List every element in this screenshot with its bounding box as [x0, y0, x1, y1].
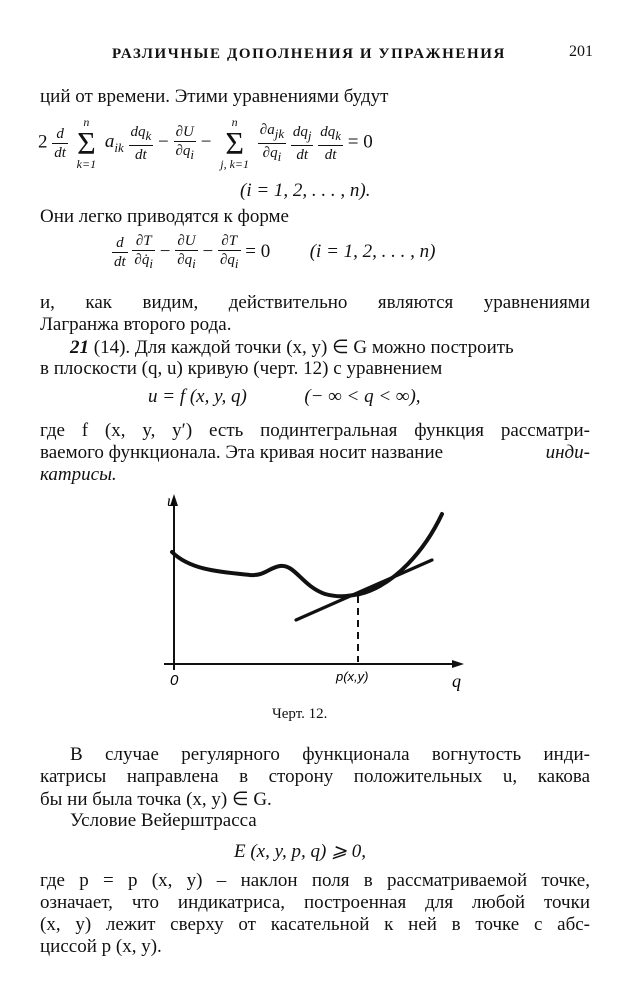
eq-rhs: = 0: [245, 240, 271, 262]
eq-num: ∂U: [174, 123, 197, 142]
eq-coef: 2: [38, 131, 48, 153]
eq-num: d: [112, 234, 128, 253]
text-line: [40, 442, 590, 464]
equation-condition: (− ∞ < q < ∞),: [304, 386, 421, 407]
eq-fraction: [132, 232, 155, 273]
eq-sub: k: [145, 127, 152, 143]
eq-den: dt: [54, 144, 66, 161]
text-line: (x, y) лежит сверху от касательной к ней в точке с абс-: [40, 914, 590, 935]
eq-den-text: ∂q: [262, 144, 278, 161]
text-line: бы ни была точка (x, y) ∈ G.: [40, 789, 272, 810]
eq-num: [291, 123, 314, 146]
eq-num: ∂U: [175, 232, 198, 251]
exercise-number: 21: [70, 337, 89, 358]
eq-den-text: ∂q: [175, 142, 191, 159]
eq-num-text: dq: [320, 123, 336, 140]
text-line: Условие Вейерштрасса: [70, 810, 257, 831]
eq-num-text: ∂a: [259, 121, 275, 138]
text-line: означает, что индикатриса, построенная для любой точки: [40, 892, 590, 913]
equation-condition: (i = 1, 2, . . . , n).: [240, 180, 371, 201]
sum-lower: k=1: [76, 157, 97, 171]
sum-symbol: n Σ k=1: [76, 115, 97, 171]
eq-num: [258, 121, 286, 144]
text-line: Они легко приводятся к форме: [40, 206, 289, 227]
text-span: ваемого функционала. Эта кривая носит название: [40, 442, 444, 463]
eq-den: [218, 251, 241, 273]
sum-upper: n: [83, 115, 90, 129]
eq-operator: −: [158, 131, 169, 153]
sum-upper: n: [231, 115, 238, 129]
eq-den-text: ∂q: [219, 252, 235, 268]
eq-sub: i: [277, 148, 282, 164]
eq-num-text: dq: [130, 123, 146, 140]
eq-den-text: ∂q̇: [134, 252, 150, 268]
equation-condition: (i = 1, 2, . . . , n): [309, 240, 436, 262]
eq-den: dt: [324, 146, 337, 163]
eq-fraction: [175, 232, 198, 273]
eq-fraction: [318, 123, 343, 164]
eq-fraction: [112, 234, 128, 271]
text-line: где p = p (x, y) – наклон поля в рассматриваемой точке,: [40, 870, 590, 891]
text-line: ций от времени. Этими уравнениями будут: [40, 86, 389, 107]
sum-symbol: n Σ j, k=1: [220, 115, 250, 171]
text-line: катрисы направлена в сторону положительных u, какова: [40, 766, 590, 787]
indicatrix-figure: [150, 490, 480, 700]
equation-indicatrix: [148, 386, 421, 408]
eq-sub: jk: [274, 125, 285, 141]
eq-den-text: ∂q: [177, 252, 193, 268]
eq-fraction: [129, 123, 154, 164]
eq-den: [174, 142, 197, 164]
page-number: 201: [569, 43, 593, 60]
text-line: катрисы.: [40, 464, 117, 485]
q-axis-arrow: [452, 660, 464, 668]
text-line: и, как видим, действительно являются уравнениями: [40, 292, 590, 313]
equation-weierstrass: E (x, y, p, q) ⩾ 0,: [234, 841, 366, 862]
eq-num: ∂T: [132, 232, 155, 251]
point-label: p(x,y): [336, 669, 369, 684]
text-line: циссой p (x, y).: [40, 936, 162, 957]
eq-num: d: [52, 125, 68, 144]
equation-lagrange-form: [112, 232, 435, 273]
text-line-numbered: [70, 336, 514, 359]
eq-rhs: = 0: [347, 131, 373, 153]
eq-a: a: [104, 131, 115, 153]
eq-fraction: [52, 125, 68, 162]
eq-den: dt: [296, 146, 308, 163]
eq-sub: i: [234, 256, 239, 271]
q-axis-label: q: [452, 671, 461, 691]
eq-fraction: [258, 121, 286, 166]
text-line: где f (x, y, y′) есть подинтегральная функция рассматри-: [40, 420, 590, 441]
eq-operator: −: [202, 240, 214, 262]
eq-sub: i: [149, 256, 153, 271]
sum-lower: j, k=1: [220, 157, 250, 171]
eq-num: ∂T: [218, 232, 241, 251]
eq-fraction: [174, 123, 197, 164]
text-line: Лагранжа второго рода.: [40, 314, 232, 335]
running-title: РАЗЛИЧНЫЕ ДОПОЛНЕНИЯ И УПРАЖНЕНИЯ: [112, 46, 506, 62]
eq-term-a: [104, 131, 124, 156]
text-line: В случае регулярного функционала вогнутость инди-: [70, 744, 590, 765]
eq-num-text: dq: [292, 123, 308, 140]
equation-lagrange-expanded: [38, 116, 373, 170]
u-axis-label: u: [167, 493, 175, 510]
eq-sub: i: [192, 256, 196, 271]
eq-den: [175, 251, 198, 273]
text-line: в плоскости (q, u) кривую (черт. 12) с уравнением: [40, 358, 443, 379]
indicatrix-curve: [172, 514, 442, 596]
origin-label: 0: [170, 672, 179, 689]
figure-caption: Черт. 12.: [272, 706, 328, 722]
text-span: (14). Для каждой точки (x, y) ∈ G можно построить: [93, 337, 514, 358]
eq-fraction: [291, 123, 314, 164]
eq-den: [258, 144, 286, 166]
eq-operator: −: [159, 240, 171, 262]
eq-lhs: u = f (x, y, q): [148, 386, 247, 407]
eq-den: [132, 251, 155, 273]
eq-sub: j: [307, 127, 312, 143]
eq-den: dt: [135, 146, 147, 163]
eq-den: dt: [114, 254, 126, 270]
text-span-italic: инди-: [545, 442, 590, 463]
eq-a-sub: ik: [114, 140, 124, 156]
eq-sub: k: [335, 127, 341, 143]
eq-sub: i: [190, 146, 195, 162]
eq-operator: −: [200, 131, 212, 153]
eq-num: [129, 123, 154, 146]
eq-fraction: [218, 232, 241, 273]
eq-num: [318, 123, 343, 146]
